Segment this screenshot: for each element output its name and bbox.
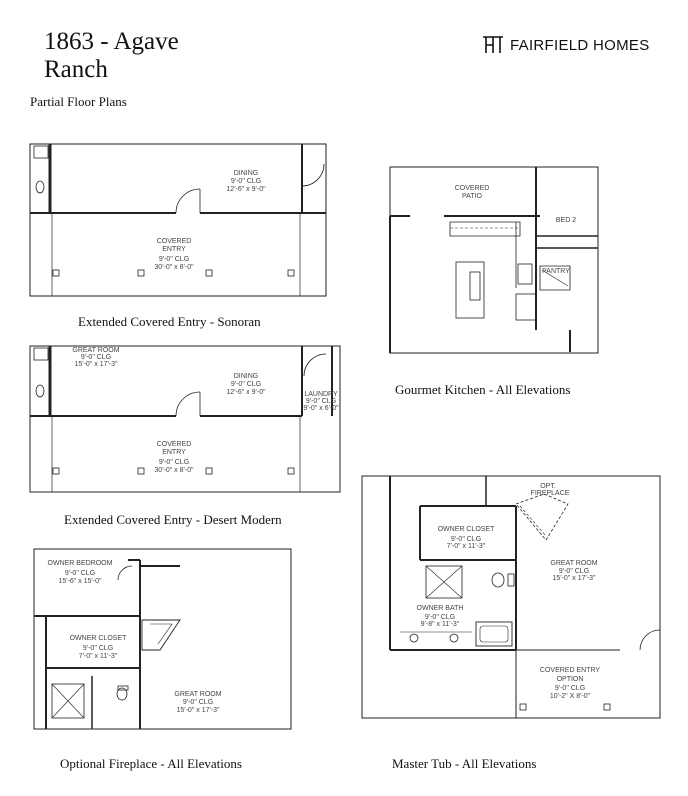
p2-patio-2: PATIO	[462, 193, 482, 200]
p5-closet-name: OWNER CLOSET	[437, 526, 495, 533]
p4-closet-name: OWNER CLOSET	[69, 635, 127, 642]
p3-entry-name-1: COVERED	[156, 441, 192, 448]
p5-entry-clg: 9'-0" CLG	[554, 685, 586, 692]
caption-sonoran-entry: Extended Covered Entry - Sonoran	[78, 314, 261, 329]
title-line-1: 1863 - Agave	[44, 28, 179, 55]
plan-master-tub	[362, 476, 660, 718]
p5-bath-size: 9'-8" x 11'-3"	[420, 621, 460, 628]
p3-great-name: GREAT ROOM	[72, 347, 120, 354]
caption-desert-modern-entry: Extended Covered Entry - Desert Modern	[64, 512, 282, 527]
p5-bath-name: OWNER BATH	[416, 605, 464, 612]
p5-great-size: 15'-0" x 17'-3"	[552, 575, 596, 582]
p5-great-name: GREAT ROOM	[550, 560, 598, 567]
p4-great-size: 15'-0" x 17'-3"	[176, 707, 220, 714]
p5-great-clg: 9'-0" CLG	[558, 568, 590, 575]
p2-bed-2: BED 2	[555, 217, 577, 224]
p1-entry-clg: 9'-0" CLG	[158, 256, 190, 263]
p4-bedroom-clg: 9'-0" CLG	[64, 570, 96, 577]
caption-gourmet-kitchen: Gourmet Kitchen - All Elevations	[395, 382, 571, 397]
p5-fireplace-2: FIREPLACE	[530, 490, 570, 497]
p1-entry-name-2: ENTRY	[162, 246, 186, 253]
p4-closet-clg: 9'-0" CLG	[82, 645, 114, 652]
p5-bath-clg: 9'-0" CLG	[424, 614, 456, 621]
p3-dining-name: DINING	[233, 373, 259, 380]
p2-patio-1: COVERED	[454, 185, 490, 192]
p1-dining-name: DINING	[233, 170, 259, 177]
p5-entry-size: 10'-2" X 8'-0"	[549, 693, 591, 700]
p4-bedroom-size: 15'-6" x 15'-0"	[58, 578, 102, 585]
plan-sonoran-entry	[30, 144, 326, 296]
p5-entry-name: COVERED ENTRY	[539, 667, 601, 674]
p4-bedroom-name: OWNER BEDROOM	[47, 560, 113, 567]
p3-laundry-clg: 9'-0" CLG	[305, 398, 337, 405]
p1-dining-clg: 9'-0" CLG	[230, 178, 262, 185]
p3-dining-clg: 9'-0" CLG	[230, 381, 262, 388]
p5-closet-size: 7'-0" x 11'-3"	[446, 543, 486, 550]
brand-name: FAIRFIELD HOMES	[510, 36, 650, 54]
title-line-2: Ranch	[44, 56, 108, 83]
p3-entry-clg: 9'-0" CLG	[158, 459, 190, 466]
p3-entry-size: 30'-0" x 8'-0"	[154, 467, 194, 474]
p1-entry-name-1: COVERED	[156, 238, 192, 245]
p4-closet-size: 7'-0" x 11'-3"	[78, 653, 118, 660]
p4-great-clg: 9'-0" CLG	[182, 699, 214, 706]
p2-pantry: PANTRY	[542, 268, 570, 275]
p3-dining-size: 12'-6" x 9'-0"	[226, 389, 266, 396]
p3-great-clg: 9'-0" CLG	[80, 354, 112, 361]
p5-closet-clg: 9'-0" CLG	[450, 536, 482, 543]
p4-great-name: GREAT ROOM	[174, 691, 222, 698]
caption-master-tub: Master Tub - All Elevations	[392, 756, 537, 771]
p5-entry-option: OPTION	[556, 676, 584, 683]
p1-entry-size: 30'-0" x 8'-0"	[154, 264, 194, 271]
p3-laundry-size: 9'-0" x 6'-0"	[303, 405, 339, 412]
page-subtitle: Partial Floor Plans	[30, 94, 127, 109]
p3-great-size: 15'-0" x 17'-3"	[74, 361, 118, 368]
plan-gourmet-kitchen	[390, 167, 598, 353]
p3-laundry-name: LAUNDRY	[304, 391, 338, 398]
p5-fireplace-1: OPT.	[540, 483, 556, 490]
p1-dining-size: 12'-6" x 9'-0"	[226, 186, 266, 193]
caption-optional-fireplace: Optional Fireplace - All Elevations	[60, 756, 242, 771]
p3-entry-name-2: ENTRY	[162, 449, 186, 456]
